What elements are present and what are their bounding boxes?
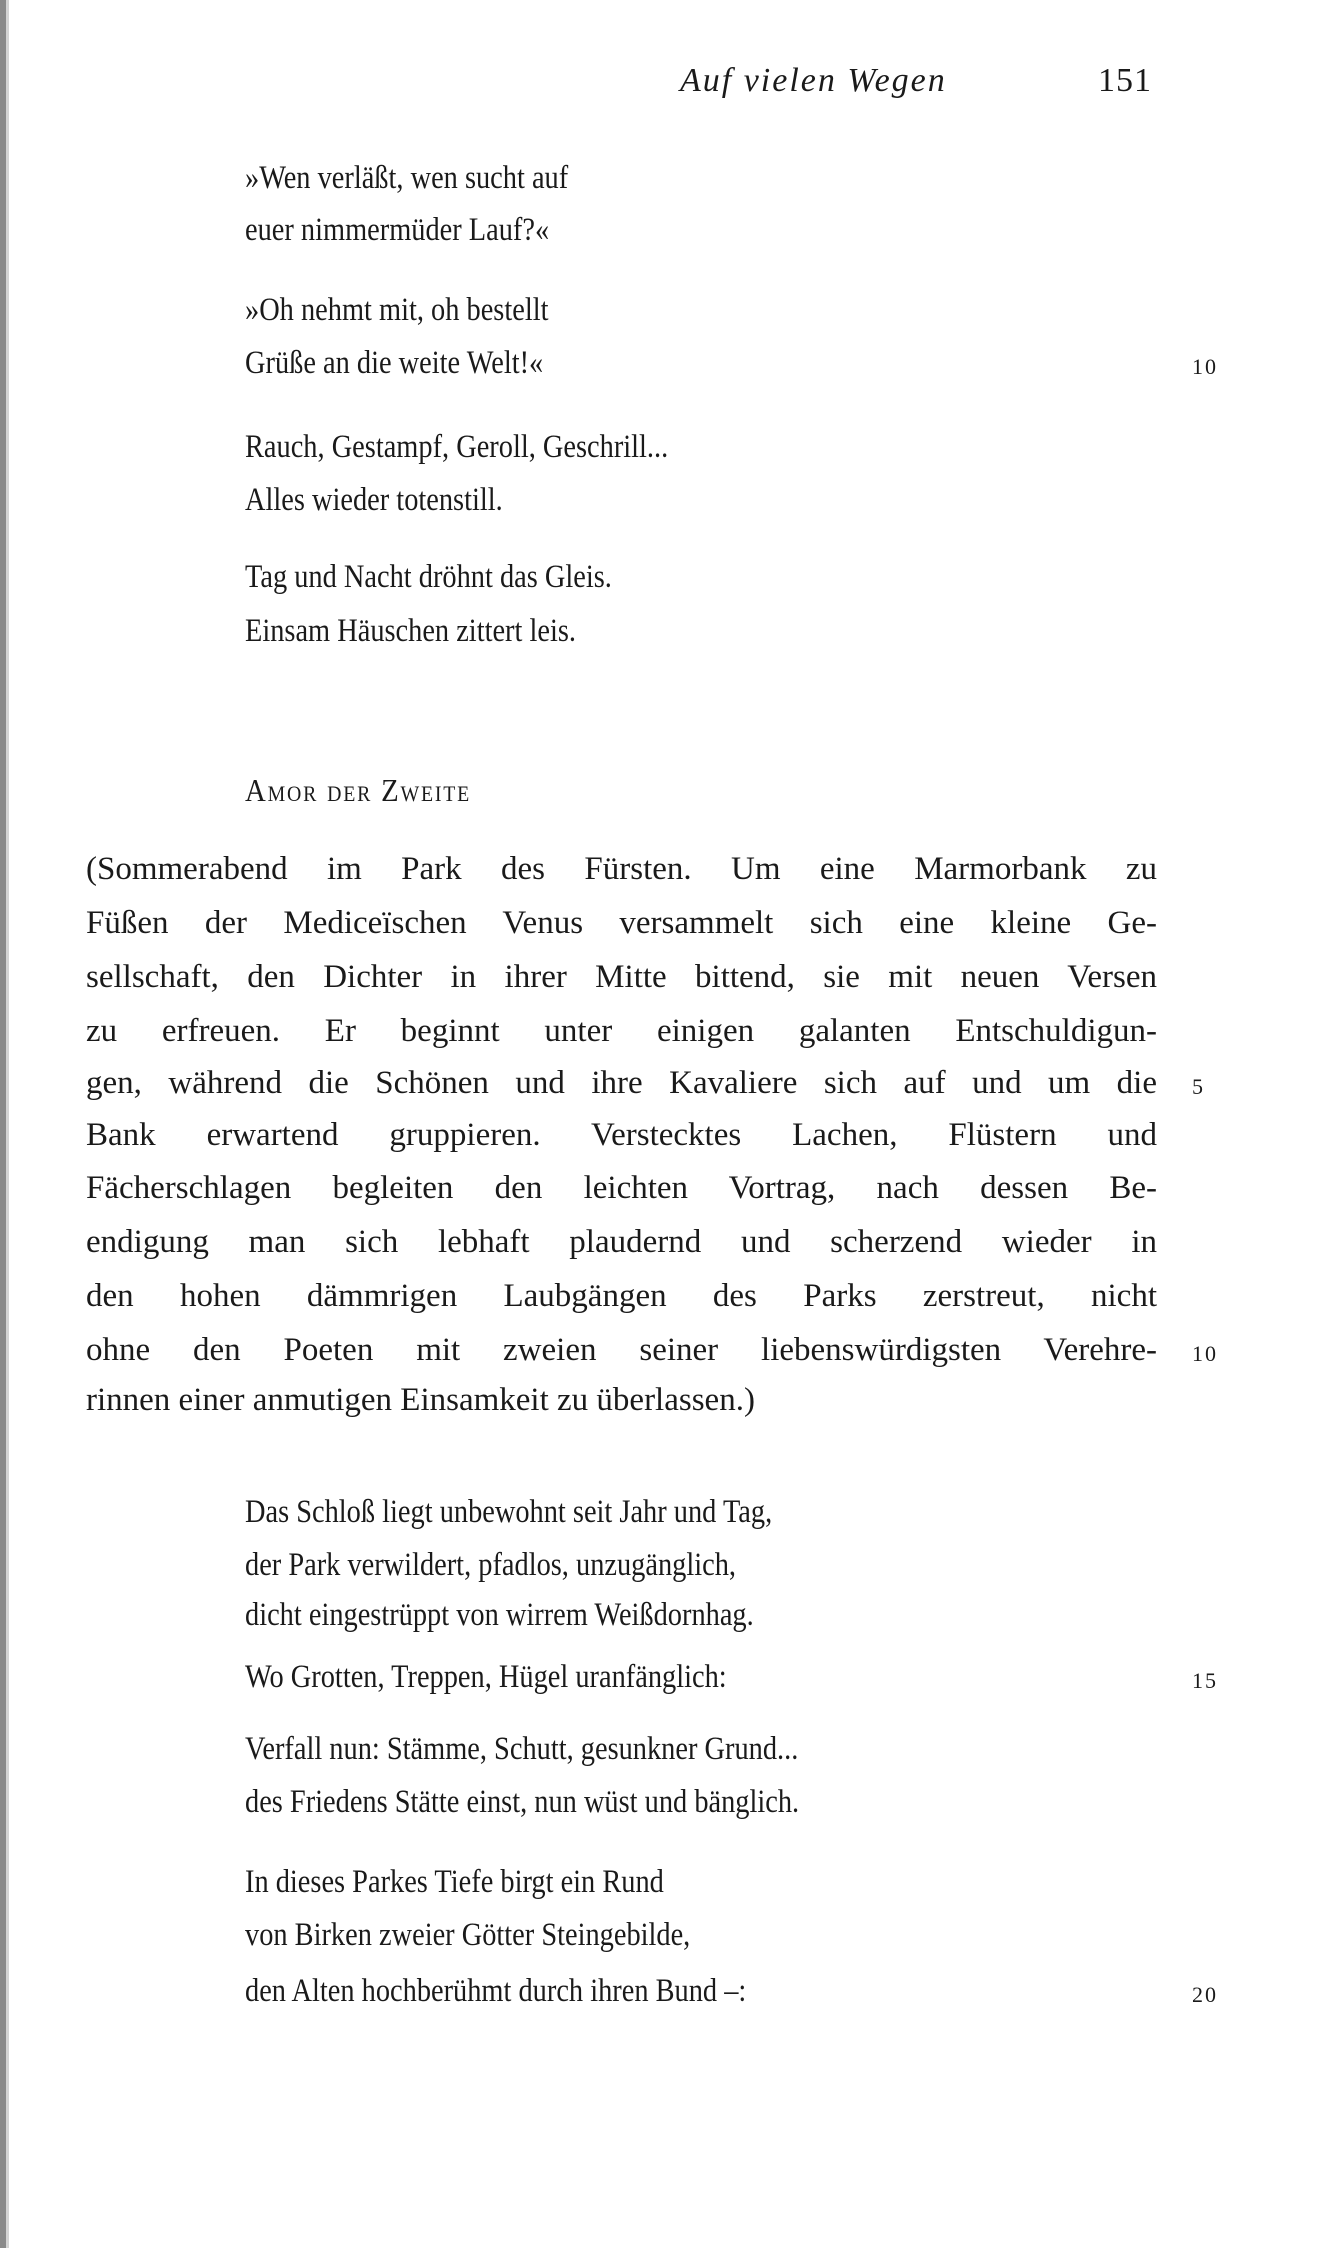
verse-line: des Friedens Stätte einst, nun wüst und bänglich. (245, 1784, 800, 1820)
prose-line: (Sommerabend im Park des Fürsten. Um eine Marmorbank zu (86, 851, 1157, 887)
verse-line: Rauch, Gestampf, Geroll, Geschrill... (245, 429, 669, 465)
prose-line: rinnen einer anmutigen Einsamkeit zu überlassen.) (86, 1382, 755, 1418)
prose-line: zu erfreuen. Er beginnt unter einigen galanten Entschuldigun- (86, 1013, 1157, 1049)
verse-line: Grüße an die weite Welt!« (245, 345, 544, 381)
prose-line: endigung man sich lebhaft plaudernd und scherzend wieder in (86, 1224, 1157, 1260)
verse-line: euer nimmermüder Lauf?« (245, 212, 550, 248)
verse-line: den Alten hochberühmt durch ihren Bund –: (245, 1973, 747, 2009)
verse-line: Das Schloß liegt unbewohnt seit Jahr und Tag, (245, 1494, 773, 1530)
prose-line: ohne den Poeten mit zweien seiner liebenswürdigsten Verehre- (86, 1332, 1157, 1368)
line-number: 5 (1192, 1074, 1205, 1099)
verse-line: »Wen verläßt, wen sucht auf (245, 160, 569, 196)
verse-line: Tag und Nacht dröhnt das Gleis. (245, 559, 612, 595)
section-title: Amor der Zweite (245, 772, 472, 808)
verse-line: der Park verwildert, pfadlos, unzugänglich, (245, 1547, 736, 1583)
verse-line: dicht eingestrüppt von wirrem Weißdornhag. (245, 1597, 754, 1633)
prose-line: sellschaft, den Dichter in ihrer Mitte bittend, sie mit neuen Versen (86, 959, 1157, 995)
verse-line: Einsam Häuschen zittert leis. (245, 613, 577, 649)
prose-line: gen, während die Schönen und ihre Kavaliere sich auf und um die (86, 1065, 1157, 1101)
line-number: 10 (1192, 354, 1218, 379)
verse-line: »Oh nehmt mit, oh bestellt (245, 292, 549, 328)
prose-line: Bank erwartend gruppieren. Verstecktes Lachen, Flüstern und (86, 1117, 1157, 1153)
line-number: 10 (1192, 1341, 1218, 1366)
page-number: 151 (1098, 62, 1152, 99)
book-spine-shadow (6, 0, 9, 2248)
line-number: 15 (1192, 1668, 1218, 1693)
verse-line: Wo Grotten, Treppen, Hügel uranfänglich: (245, 1659, 727, 1695)
prose-line: Fächerschlagen begleiten den leichten Vortrag, nach dessen Be- (86, 1170, 1157, 1206)
verse-line: In dieses Parkes Tiefe birgt ein Rund (245, 1864, 664, 1900)
line-number: 20 (1192, 1982, 1218, 2007)
verse-line: Verfall nun: Stämme, Schutt, gesunkner Grund... (245, 1731, 799, 1767)
prose-line: Füßen der Mediceïschen Venus versammelt sich eine kleine Ge- (86, 905, 1157, 941)
prose-line: den hohen dämmrigen Laubgängen des Parks zerstreut, nicht (86, 1278, 1157, 1314)
verse-line: von Birken zweier Götter Steingebilde, (245, 1917, 691, 1953)
verse-line: Alles wieder totenstill. (245, 482, 503, 518)
running-title: Auf vielen Wegen (680, 62, 947, 99)
